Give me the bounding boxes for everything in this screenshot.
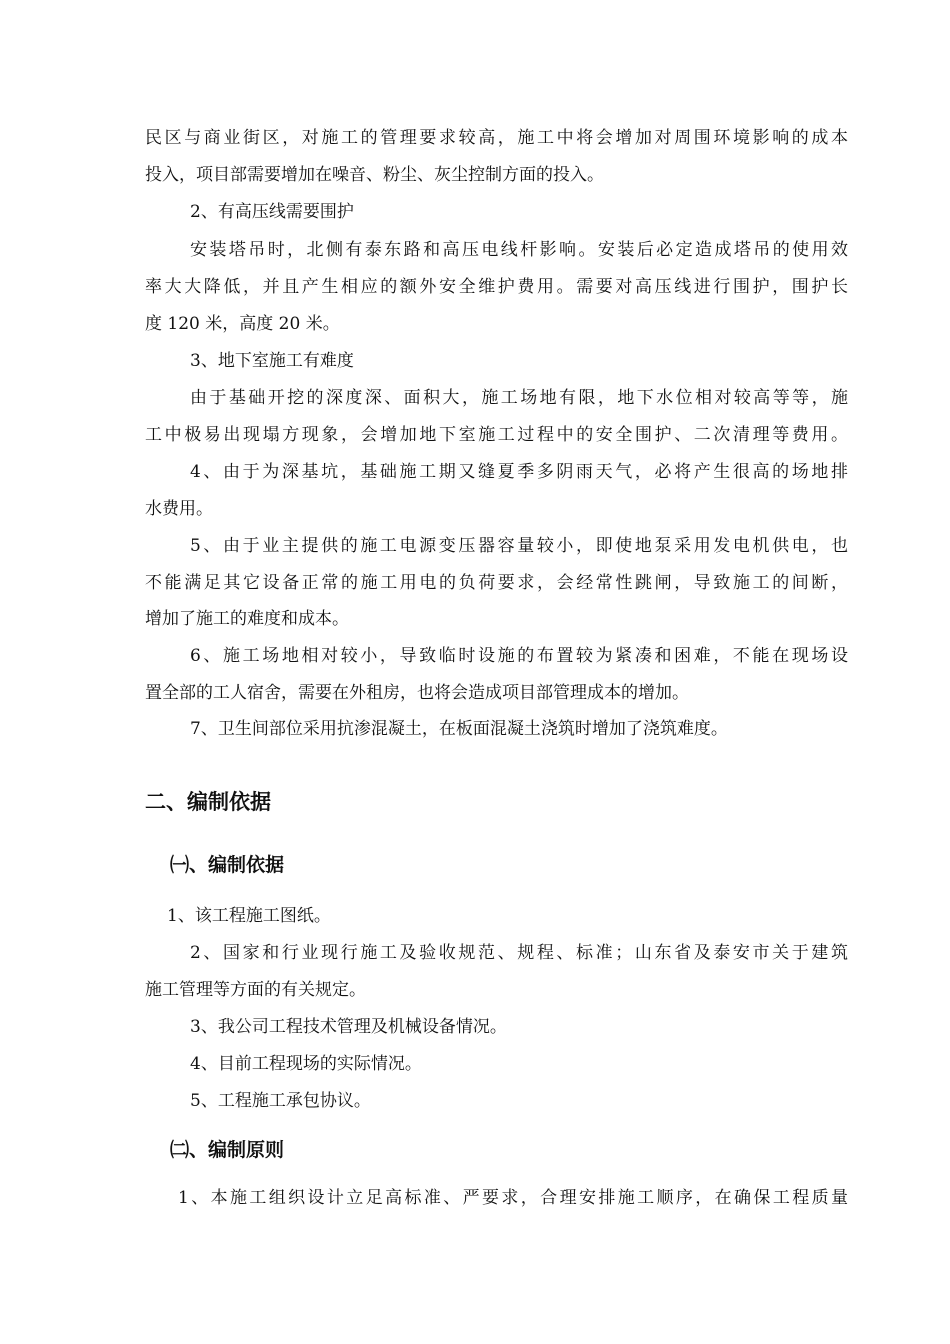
paragraph-line: 工中极易出现塌方现象，会增加地下室施工过程中的安全围护、二次清理等费用。	[145, 425, 848, 445]
paragraph-line: 度 120 米，高度 20 米。	[145, 314, 340, 334]
principle-line: 1、本施工组织设计立足高标准、严要求，合理安排施工顺序，在确保工程质量	[178, 1188, 848, 1208]
basis-line: 施工管理等方面的有关规定。	[145, 980, 366, 1000]
paragraph-line: 3、地下室施工有难度	[190, 351, 354, 371]
paragraph-line: 置全部的工人宿舍，需要在外租房，也将会造成项目部管理成本的增加。	[145, 683, 689, 703]
paragraph-line: 率大大降低，并且产生相应的额外安全维护费用。需要对高压线进行围护，围护长	[145, 277, 848, 297]
basis-line: 2、国家和行业现行施工及验收规范、规程、标准；山东省及泰安市关于建筑	[190, 943, 848, 963]
paragraph-line: 增加了施工的难度和成本。	[145, 609, 349, 629]
paragraph-line: 2、有高压线需要围护	[190, 202, 354, 222]
paragraph-line: 6、施工场地相对较小，导致临时设施的布置较为紧凑和困难，不能在现场设	[190, 646, 848, 666]
paragraph-line: 4、由于为深基坑，基础施工期又缝夏季多阴雨天气，必将产生很高的场地排	[190, 462, 848, 482]
paragraph-line: 水费用。	[145, 499, 213, 519]
section-title: 二、编制依据	[145, 790, 271, 814]
paragraph-line: 不能满足其它设备正常的施工用电的负荷要求，会经常性跳闸，导致施工的间断，	[145, 573, 848, 593]
basis-line: 1、该工程施工图纸。	[167, 906, 331, 926]
paragraph-line: 由于基础开挖的深度深、面积大，施工场地有限，地下水位相对较高等等，施	[190, 388, 848, 408]
paragraph-line: 5、由于业主提供的施工电源变压器容量较小，即使地泵采用发电机供电，也	[190, 536, 848, 556]
paragraph-line: 7、卫生间部位采用抗渗混凝土，在板面混凝土浇筑时增加了浇筑难度。	[190, 719, 728, 739]
paragraph-line: 投入，项目部需要增加在噪音、粉尘、灰尘控制方面的投入。	[145, 165, 604, 185]
subsection-title: ㈡、编制原则	[170, 1139, 285, 1161]
basis-line: 3、我公司工程技术管理及机械设备情况。	[190, 1017, 507, 1037]
basis-line: 4、目前工程现场的实际情况。	[190, 1054, 422, 1074]
subsection-title: ㈠、编制依据	[170, 854, 285, 876]
basis-line: 5、工程施工承包协议。	[190, 1091, 371, 1111]
paragraph-line: 民区与商业街区，对施工的管理要求较高，施工中将会增加对周围环境影响的成本	[145, 128, 848, 148]
paragraph-line: 安装塔吊时，北侧有泰东路和高压电线杆影响。安装后必定造成塔吊的使用效	[190, 240, 848, 260]
